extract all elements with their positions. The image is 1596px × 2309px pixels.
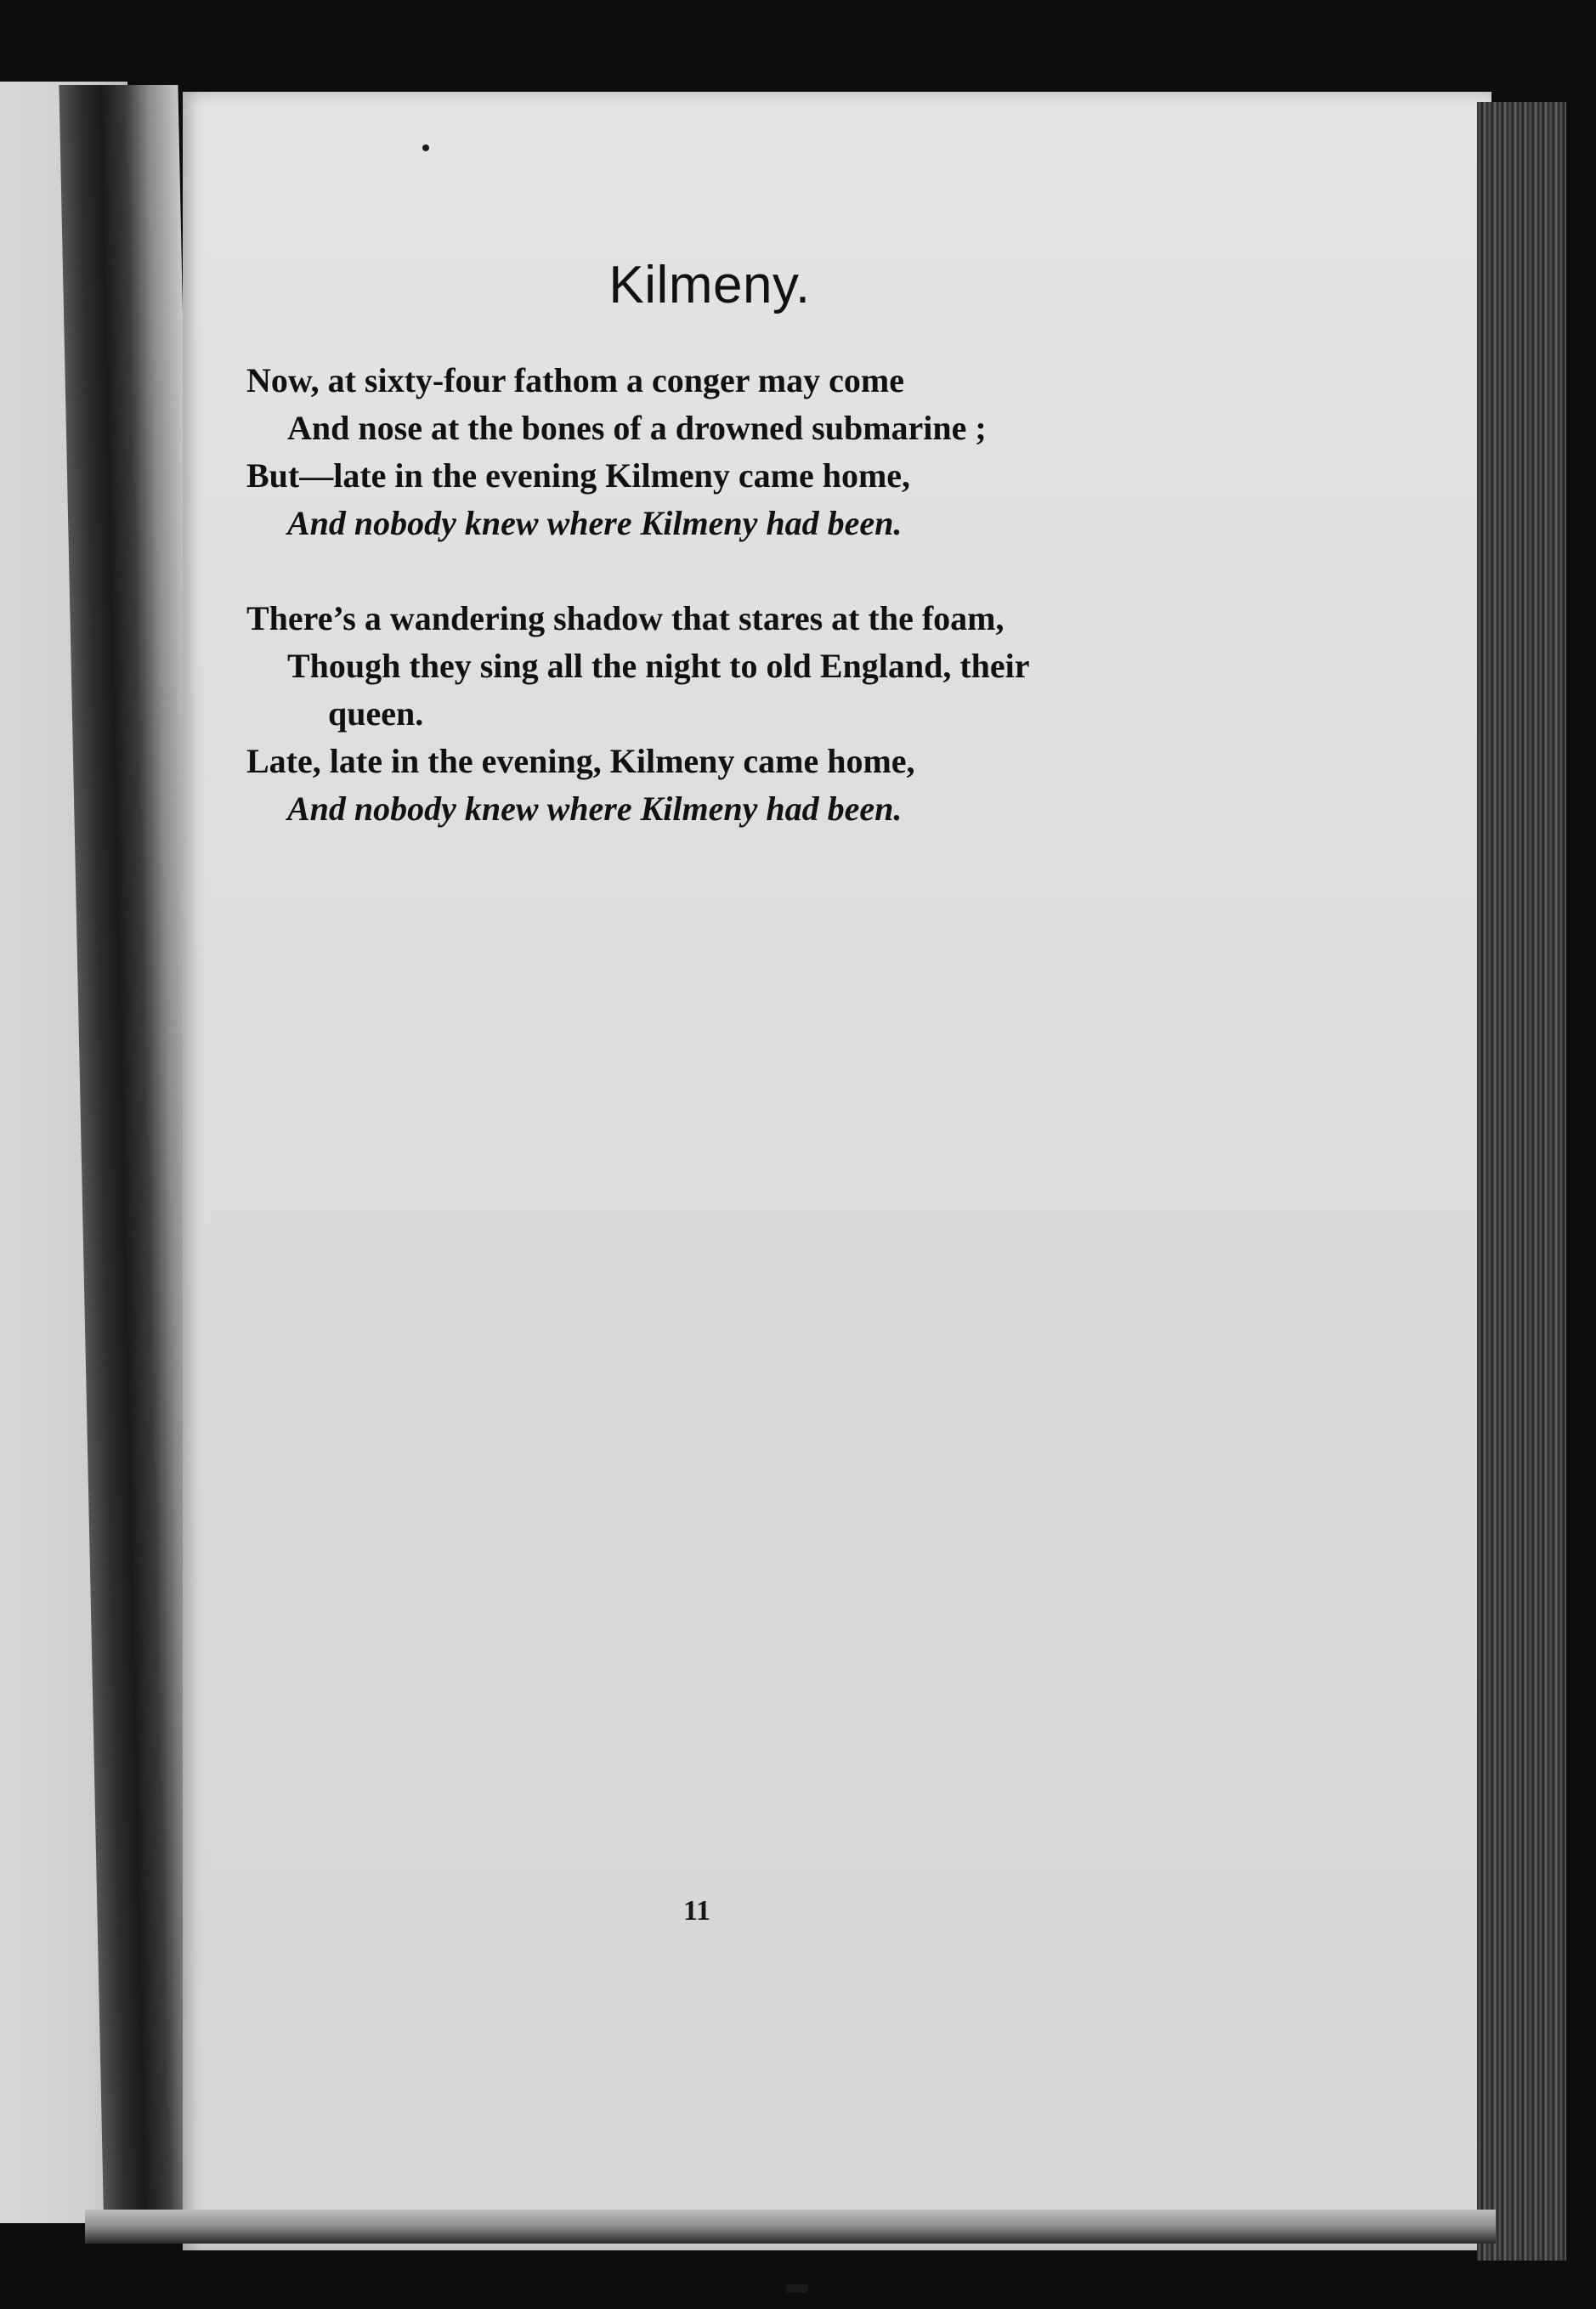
stanza [246, 357, 1215, 547]
verse-line: Though they sing all the night to old England, their [287, 647, 1030, 685]
speck [786, 2284, 808, 2293]
verse-line-continuation: queen. [328, 694, 424, 733]
speck [422, 144, 429, 151]
verse-line: But—late in the evening Kilmeny came home, [246, 456, 911, 495]
refrain-line: And nobody knew where Kilmeny had been. [287, 504, 903, 542]
page-bottom-edge [85, 2210, 1496, 2244]
verse-line: Now, at sixty-four fathom a conger may come [246, 361, 904, 399]
page-number: 11 [682, 1895, 711, 1927]
refrain-line: And nobody knew where Kilmeny had been. [287, 789, 903, 828]
verse-line: And nose at the bones of a drowned submarine ; [287, 409, 987, 447]
verse-line: There’s a wandering shadow that stares at the foam, [246, 599, 1005, 637]
verse-line: Late, late in the evening, Kilmeny came home, [246, 742, 915, 780]
stanza [246, 595, 1215, 833]
page-stack-edge [1477, 102, 1566, 2261]
poem-title: Kilmeny. [608, 256, 811, 314]
